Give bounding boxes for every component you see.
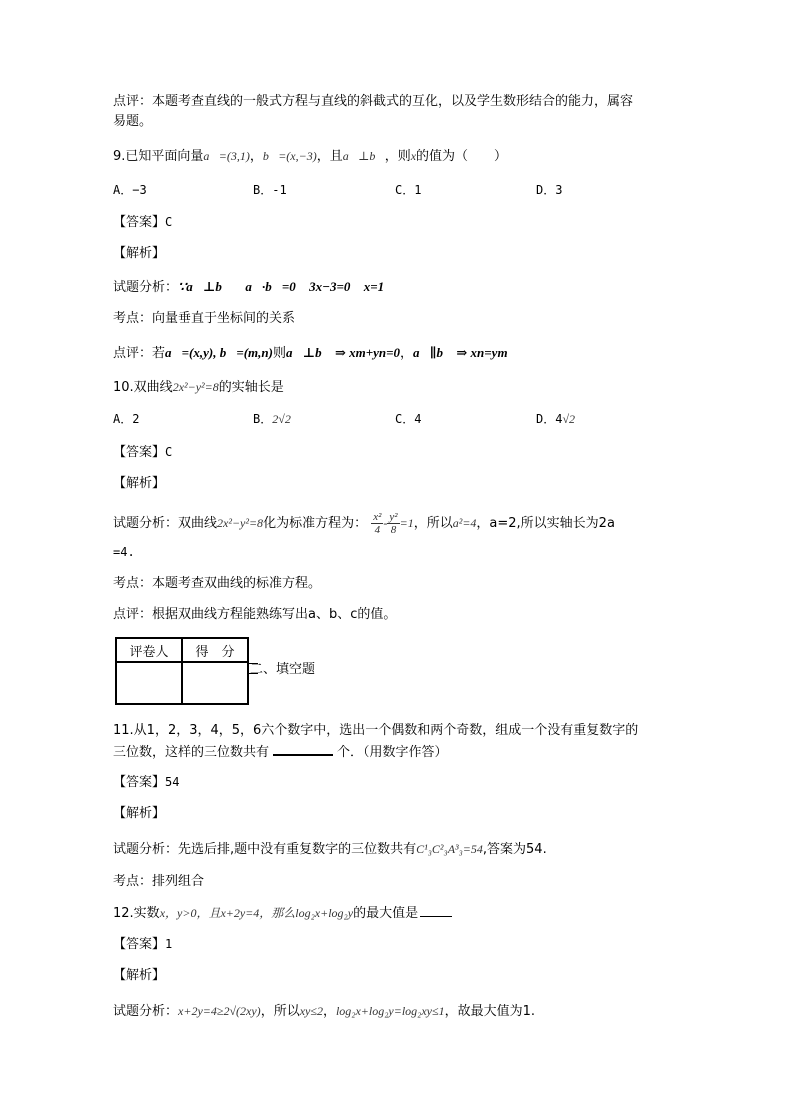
denominator: 4 [374, 524, 381, 536]
q11-line2-suffix: 个．（用数字作答） [337, 745, 448, 760]
q9-vec-b: b⃗=(x,−3) [262, 149, 317, 163]
q11-analysis [113, 840, 547, 859]
q9-pingjia [113, 344, 508, 363]
q10-option-d [536, 410, 575, 427]
numerator: x² [373, 511, 382, 523]
analysis-mid: ，所以 [260, 1004, 300, 1019]
q9-option-d: D．3 [536, 183, 563, 197]
q11-line2-prefix: 三位数，这样的三位数共有 [113, 745, 270, 760]
q10-option-b [253, 410, 291, 427]
q9-cond: a⃗⊥b⃗ [342, 149, 385, 163]
analysis-math1: x+2y=4≥2√(2xy) [178, 1004, 261, 1018]
denominator: 8 [390, 524, 397, 536]
analysis-math2: xy≤2 [299, 1004, 323, 1018]
answer-blank[interactable] [420, 904, 452, 917]
score-cell-grader[interactable] [116, 662, 182, 704]
q10-option-c: C．4 [395, 412, 422, 426]
option-label: D．4 [536, 412, 563, 426]
q12-analysis-label: 【解析】 [113, 968, 166, 983]
answer-label: 【答案】 [113, 215, 166, 230]
q9-analysis-label: 【解析】 [113, 246, 166, 261]
pingjia-math2: a⃗⊥b⃗ ⇒ xm+yn=0 [286, 345, 401, 360]
answer-value: 1 [165, 937, 173, 951]
q11-kaodian: 考点：排列组合 [113, 874, 205, 889]
score-header-score: 得 分 [182, 638, 248, 662]
analysis-eq: 2x²−y²=8 [217, 516, 264, 530]
q9-sep: ， [249, 149, 263, 164]
q9-mid: ，且 [316, 149, 343, 164]
q9-stem [113, 147, 507, 166]
fraction-x [371, 511, 383, 536]
minus: - [383, 516, 388, 530]
q12-suffix: 的最大值是 [353, 906, 419, 921]
option-math: √2 [562, 412, 576, 426]
q10-answer [113, 443, 172, 462]
q9-option-b: B．-1 [253, 183, 287, 197]
numerator: y² [389, 511, 398, 523]
q11-answer [113, 773, 179, 792]
equals-one: =1 [399, 516, 414, 530]
analysis-prefix: 试题分析：先选后排,题中没有重复数字的三位数共有 [113, 842, 417, 857]
q9-option-c: C．1 [395, 183, 422, 197]
analysis-math3: log₂x+log₂y=log₂xy≤1 [335, 1004, 445, 1018]
q10-suffix: 的实轴长是 [218, 380, 284, 395]
pingjia-mid: 则 [272, 346, 286, 361]
fraction-y [387, 511, 399, 536]
q10-analysis-label: 【解析】 [113, 476, 166, 491]
answer-value: C [165, 445, 173, 459]
q12-cond: x，y>0，且x+2y=4，那么log₂x+log₂y [159, 906, 354, 920]
q9-analysis [113, 278, 384, 297]
analysis-mid: 化为标准方程为： [263, 516, 368, 531]
option-math: 2√2 [272, 412, 291, 426]
q11-line1: 11.从1，2，3，4，5，6六个数字中，选出一个偶数和两个奇数，组成一个没有重复数字的 [113, 723, 639, 738]
answer-value: C [165, 215, 173, 229]
pingjia-math1: a⃗=(x,y), b⃗=(m,n) [165, 345, 273, 360]
analysis-math: ∵a⃗⊥b⃗ ∴a⃗·b⃗=0 ∴3x−3=0 ∴x=1 [178, 279, 385, 294]
answer-label: 【答案】 [113, 445, 166, 460]
section-title: 二、填空题 [250, 662, 316, 677]
pingjia-math3: a⃗∥b⃗ ⇒ xn=ym [413, 345, 508, 360]
score-table [115, 637, 249, 705]
analysis-prefix: 试题分析： [113, 280, 179, 295]
q10-pingjia: 点评：根据双曲线方程能熟练写出a、b、c的值。 [113, 607, 397, 622]
q10-stem [113, 378, 284, 397]
q10-kaodian: 考点：本题考查双曲线的标准方程。 [113, 576, 322, 591]
q10-prefix: 10.双曲线 [113, 380, 173, 395]
analysis-suffix: ，故最大值为1. [444, 1004, 535, 1019]
answer-label: 【答案】 [113, 937, 166, 952]
analysis-suffix: ,答案为54. [482, 842, 547, 857]
q11-analysis-label: 【解析】 [113, 806, 166, 821]
q9-suffix: 的值为（ ） [416, 149, 508, 164]
q9-prefix: 9.已知平面向量 [113, 149, 204, 164]
score-header-grader: 评卷人 [116, 638, 182, 662]
prev-comment-line2: 易题。 [113, 114, 153, 129]
q12-stem [113, 904, 452, 923]
q9-answer [113, 213, 172, 232]
q10-equation: 2x²−y²=8 [172, 380, 219, 394]
q12-answer [113, 935, 172, 954]
q11-line2 [113, 740, 448, 762]
q10-analysis-line2: =4. [113, 545, 135, 559]
score-cell-score[interactable] [182, 662, 248, 704]
q9-option-a: A．−3 [113, 183, 147, 197]
prev-comment-line1: 点评：本题考查直线的一般式方程与直线的斜截式的互化，以及学生数形结合的能力，属容 [113, 94, 634, 109]
q9-mid2: ，则 [384, 149, 411, 164]
pingjia-prefix: 点评：若 [113, 346, 166, 361]
answer-value: 54 [165, 775, 180, 789]
analysis-tail: ，a=2,所以实轴长为2a [476, 516, 615, 531]
analysis-mid2: ，所以 [413, 516, 453, 531]
q12-prefix: 12.实数 [113, 906, 160, 921]
analysis-sep: ， [322, 1004, 336, 1019]
pingjia-sep: ， [400, 346, 414, 361]
q10-analysis [113, 508, 615, 538]
analysis-prefix: 试题分析：双曲线 [113, 516, 218, 531]
analysis-a2: a²=4 [452, 516, 477, 530]
analysis-math: C¹₃C²₃A³₃=54 [416, 842, 483, 856]
q10-option-a: A．2 [113, 412, 140, 426]
q12-analysis [113, 1002, 535, 1021]
q9-var: x [410, 149, 417, 163]
q9-vec-a: a⃗=(3,1) [203, 149, 250, 163]
answer-label: 【答案】 [113, 775, 166, 790]
option-label: B． [253, 412, 273, 426]
q9-kaodian: 考点：向量垂直于坐标间的关系 [113, 311, 296, 326]
answer-blank[interactable] [273, 740, 333, 756]
analysis-prefix: 试题分析： [113, 1004, 179, 1019]
